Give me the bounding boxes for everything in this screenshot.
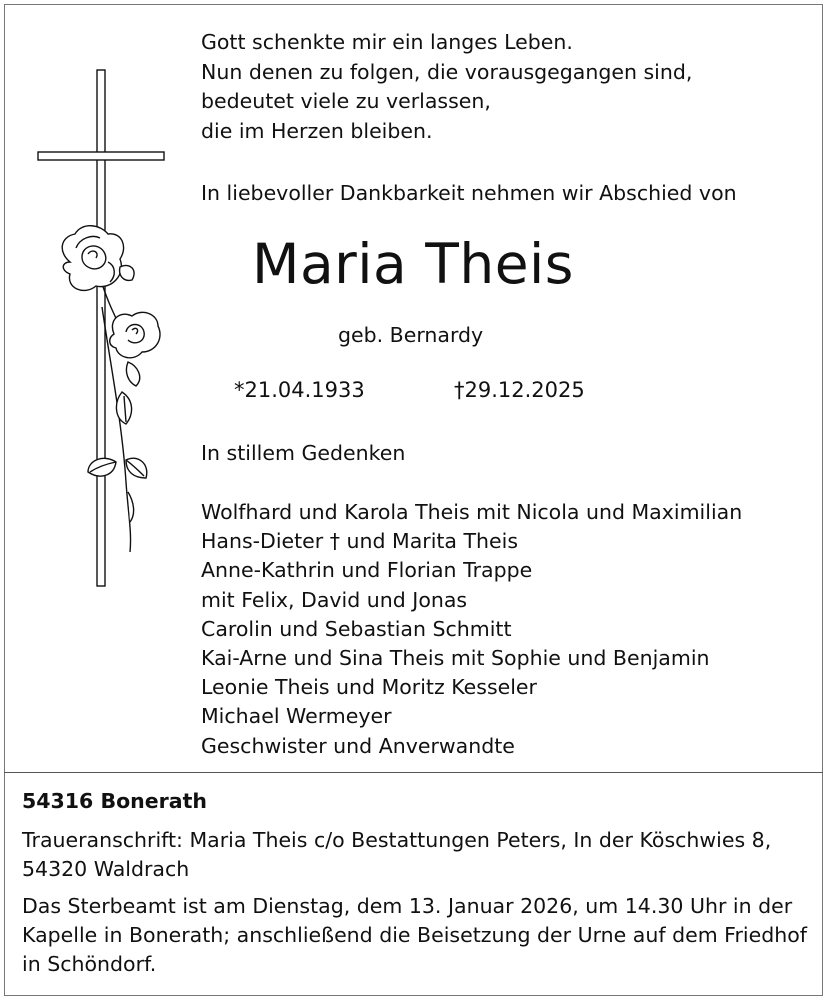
mourning-address: Traueranschrift: Maria Theis c/o Bestattungen Peters, In der Köschwies 8, 54320 Waldrach xyxy=(22,828,772,881)
family-line: Anne-Kathrin und Florian Trappe xyxy=(201,558,533,583)
life-dates xyxy=(234,375,585,405)
family-line: Michael Wermeyer xyxy=(201,704,392,729)
deceased-name: Maria Theis xyxy=(252,232,574,296)
family-line: mit Felix, David und Jonas xyxy=(201,587,468,612)
family-list xyxy=(201,498,742,761)
farewell-intro: In liebevoller Dankbarkeit nehmen wir Abschied von xyxy=(201,181,737,205)
cross-with-roses-icon xyxy=(30,62,180,592)
death-date: †29.12.2025 xyxy=(454,378,585,402)
service-details: Das Sterbeamt ist am Dienstag, dem 13. Januar 2026, um 14.30 Uhr in der Kapelle in Bonerath; anschließend die Beisetzung der Urne auf dem Friedhof in Schöndorf. xyxy=(22,894,807,976)
family-line: Leonie Theis und Moritz Kesseler xyxy=(201,675,537,700)
birth-date: *21.04.1933 xyxy=(234,378,365,402)
family-line: Wolfhard und Karola Theis mit Nicola und Maximilian xyxy=(201,500,743,524)
family-line: Hans-Dieter † und Marita Theis xyxy=(201,529,519,554)
family-line: Carolin und Sebastian Schmitt xyxy=(201,616,512,641)
family-line: Kai-Arne und Sina Theis mit Sophie und Benjamin xyxy=(201,646,710,671)
poem xyxy=(201,28,692,146)
memory-line: In stillem Gedenken xyxy=(201,441,406,465)
poem-line: Gott schenkte mir ein langes Leben. xyxy=(201,30,573,54)
poem-line: die im Herzen bleiben. xyxy=(201,118,433,143)
section-divider xyxy=(4,772,823,773)
poem-line: Nun denen zu folgen, die vorausgegangen sind, xyxy=(201,59,693,84)
maiden-name: geb. Bernardy xyxy=(338,323,484,347)
place-heading: 54316 Bonerath xyxy=(22,789,208,813)
poem-line: bedeutet viele zu verlassen, xyxy=(201,89,491,113)
family-line: Geschwister und Anverwandte xyxy=(201,733,515,758)
